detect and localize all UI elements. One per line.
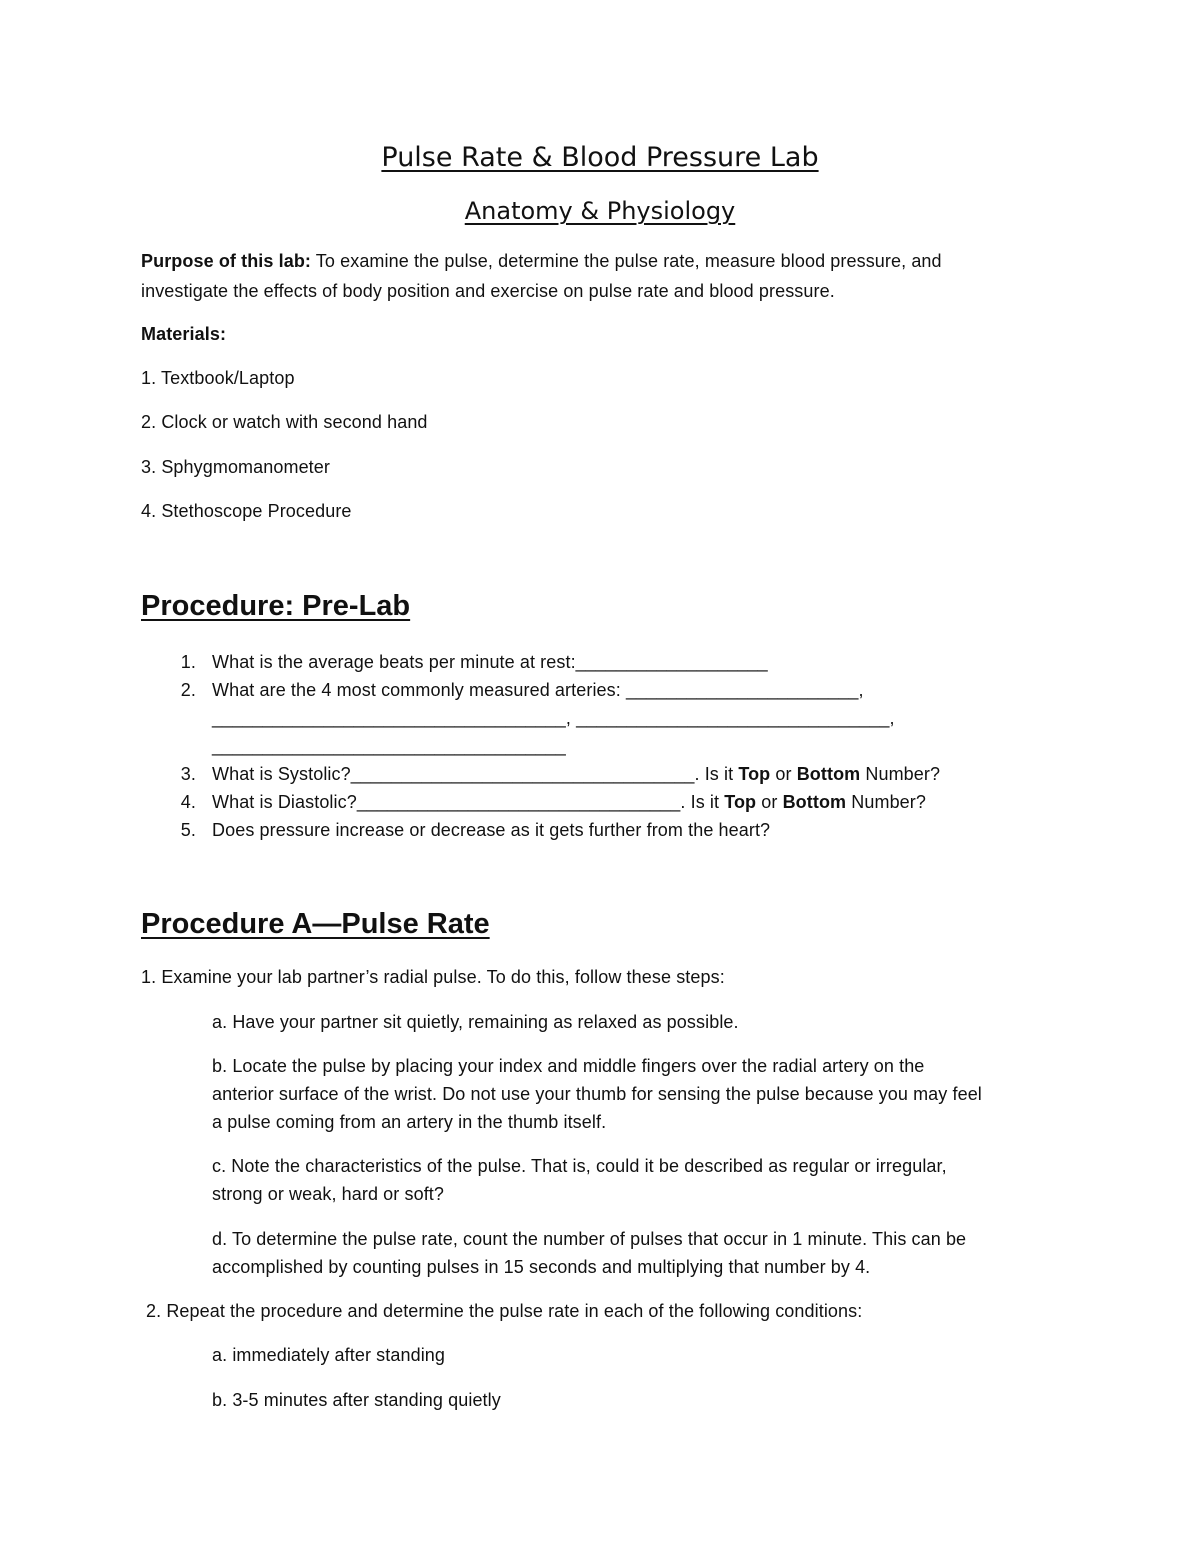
question-3-start: What is Systolic?__________________________________. Is it [212, 764, 739, 784]
top-label: Top [724, 792, 757, 812]
question-text: What are the 4 most commonly measured arteries: _______________________, [212, 680, 864, 700]
step-1c-line-1: c. Note the characteristics of the pulse. That is, could it be described as regular or irregular, [212, 1156, 947, 1176]
purpose-line-2: investigate the effects of body position and exercise on pulse rate and blood pressure. [141, 281, 835, 301]
number-label: Number? [846, 792, 927, 812]
question-text: What is the average beats per minute at rest:___________________ [212, 652, 768, 672]
step-1b-line-1: b. Locate the pulse by placing your index and middle fingers over the radial artery on the [212, 1056, 925, 1076]
materials-item: 3. Sphygmomanometer [141, 457, 330, 477]
question-text [212, 763, 940, 785]
page-subtitle: Anatomy & Physiology [464, 197, 736, 225]
materials-item: 2. Clock or watch with second hand [141, 412, 428, 432]
step-1d-line-2: accomplished by counting pulses in 15 seconds and multiplying that number by 4. [212, 1257, 871, 1277]
step-1b-line-3: a pulse coming from an artery in the thumb itself. [212, 1112, 607, 1132]
or-label: or [756, 792, 783, 812]
page-title: Pulse Rate & Blood Pressure Lab [381, 142, 819, 173]
question-number: 1. [180, 652, 196, 672]
step-1b-line-2: anterior surface of the wrist. Do not use your thumb for sensing the pulse because you may feel [212, 1084, 982, 1104]
top-label: Top [738, 764, 771, 784]
purpose-text-1: To examine the pulse, determine the pulse rate, measure blood pressure, and [311, 251, 942, 271]
materials-label: Materials: [141, 324, 227, 344]
prelab-question-5 [0, 819, 1200, 841]
question-text [212, 791, 926, 813]
procedure-a-heading: Procedure A—Pulse Rate [141, 908, 490, 940]
number-label: Number? [860, 764, 941, 784]
question-continuation: ___________________________________ [212, 736, 566, 756]
question-number: 5. [180, 820, 196, 840]
prelab-question-4 [0, 791, 1200, 813]
prelab-question-3 [0, 763, 1200, 785]
bottom-label: Bottom [782, 792, 847, 812]
question-number: 2. [180, 680, 196, 700]
question-4-start: What is Diastolic?________________________________. Is it [212, 792, 725, 812]
prelab-question-2 [0, 679, 1200, 701]
purpose-label: Purpose of this lab: [141, 251, 312, 271]
step-1a-text: a. Have your partner sit quietly, remaining as relaxed as possible. [212, 1012, 739, 1032]
question-continuation: ___________________________________, _______________________________, [212, 708, 895, 728]
materials-item: 4. Stethoscope Procedure [141, 501, 352, 521]
step-1-text: 1. Examine your lab partner’s radial pulse. To do this, follow these steps: [141, 967, 725, 987]
purpose-line-1 [141, 250, 942, 272]
condition-b-text: b. 3-5 minutes after standing quietly [212, 1390, 501, 1410]
or-label: or [770, 764, 797, 784]
prelab-question-1 [0, 651, 1200, 673]
question-number: 4. [180, 792, 196, 812]
condition-a-text: a. immediately after standing [212, 1345, 446, 1365]
prelab-heading: Procedure: Pre-Lab [141, 590, 411, 622]
step-1c-line-2: strong or weak, hard or soft? [212, 1184, 445, 1204]
question-text: Does pressure increase or decrease as it gets further from the heart? [212, 820, 771, 840]
step-2-text: 2. Repeat the procedure and determine the pulse rate in each of the following conditions: [146, 1301, 863, 1321]
materials-item: 1. Textbook/Laptop [141, 368, 295, 388]
bottom-label: Bottom [796, 764, 861, 784]
question-number: 3. [180, 764, 196, 784]
step-1d-line-1: d. To determine the pulse rate, count the number of pulses that occur in 1 minute. This can be [212, 1229, 967, 1249]
